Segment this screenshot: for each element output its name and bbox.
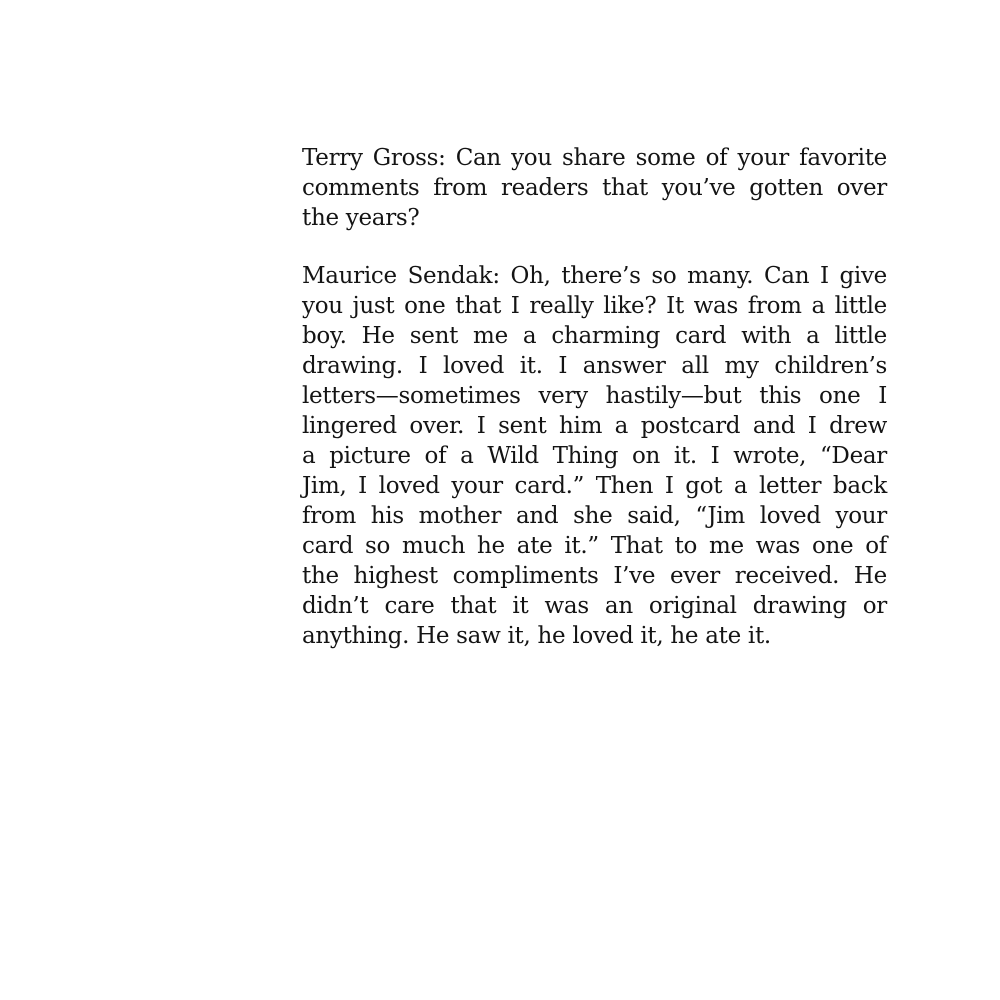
question-paragraph bbox=[302, 143, 887, 233]
question-line: comments from readers that you’ve gotten over bbox=[302, 175, 887, 201]
answer-line: a picture of a Wild Thing on it. I wrote, “Dear bbox=[302, 443, 887, 469]
question-line: Terry Gross: Can you share some of your favorite bbox=[302, 145, 887, 171]
answer-paragraph bbox=[302, 261, 887, 651]
answer-line: anything. He saw it, he loved it, he ate it. bbox=[302, 623, 771, 649]
answer-line: lingered over. I sent him a postcard and I drew bbox=[302, 413, 887, 439]
question-line: the years? bbox=[302, 205, 420, 231]
answer-line: boy. He sent me a charming card with a little bbox=[302, 323, 887, 349]
answer-line: the highest compliments I’ve ever received. He bbox=[302, 563, 887, 589]
answer-line: Maurice Sendak: Oh, there’s so many. Can I give bbox=[302, 263, 887, 289]
answer-line: drawing. I loved it. I answer all my children’s bbox=[302, 353, 887, 379]
answer-line: didn’t care that it was an original drawing or bbox=[302, 593, 887, 619]
answer-line: letters—sometimes very hastily—but this one I bbox=[302, 383, 887, 409]
answer-line: from his mother and she said, “Jim loved your bbox=[302, 503, 887, 529]
answer-line: Jim, I loved your card.” Then I got a letter back bbox=[302, 473, 887, 499]
answer-line: you just one that I really like? It was from a little bbox=[302, 293, 887, 319]
interview-text bbox=[302, 143, 887, 651]
answer-line: card so much he ate it.” That to me was one of bbox=[302, 533, 887, 559]
